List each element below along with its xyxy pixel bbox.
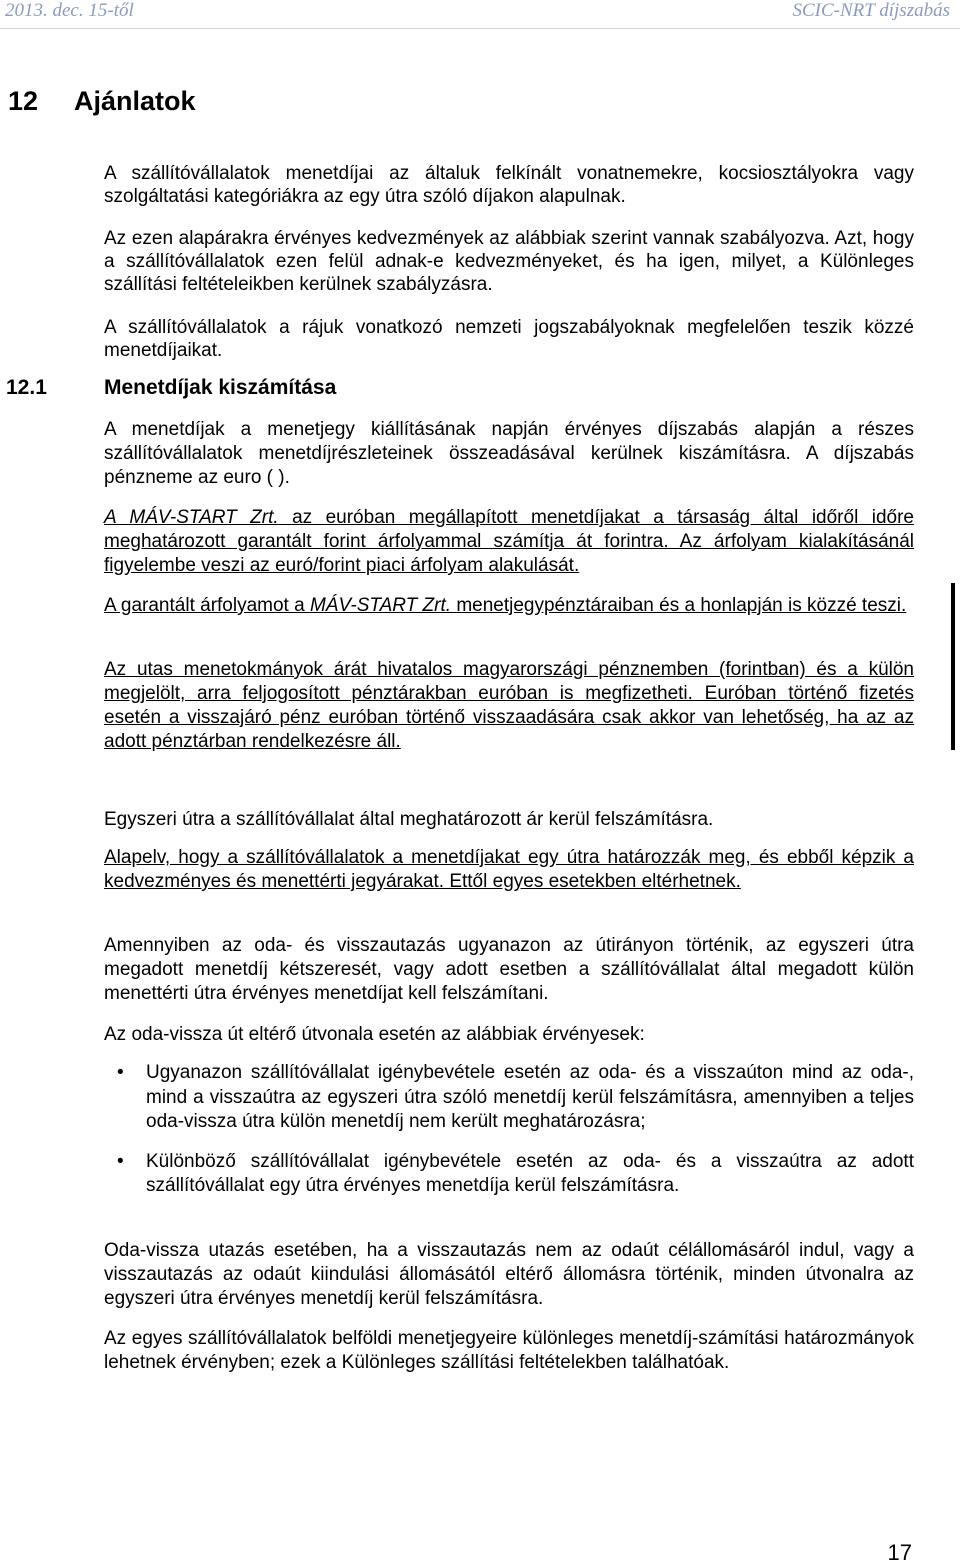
subsection-heading (6, 376, 336, 400)
underlined-text: Az utas menetokmányok árát hivatalos magyarországi pénznemben (forintban) és a külön megjelölt, arra feljogosított pénztárakban euróban is megfizetheti. Euróban történő fizetés esetén a visszajáró pénz euróban történő visszaadására csak akkor van lehetőség, ha az az adott pénztárban rendelkezésre áll. (104, 659, 914, 752)
paragraph-10 (104, 934, 914, 1006)
list-item-text: Különböző szállítóvállalat igénybevétele esetén az oda- és a visszaútra az adott szállítóvállalat egy útra érvényes menetdíja kerül felszámításra. (146, 1150, 914, 1196)
paragraph-text: Az oda-vissza út eltérő útvonala esetén az alábbiak érvényesek: (104, 1024, 645, 1045)
paragraph-text: Egyszeri útra a szállítóvállalat által meghatározott ár kerül felszámításra. (104, 809, 714, 830)
paragraph-12 (104, 1239, 914, 1311)
bullet-icon: • (117, 1150, 124, 1172)
paragraph-11 (104, 1023, 914, 1047)
paragraph-2 (104, 227, 914, 296)
paragraph-text: A menetdíjak a menetjegy kiállításának napján érvényes díjszabás alapján a részes szállítóvállalatok menetdíjrészleteinek összeadásával kerülnek kiszámításra. A díjszabás pénzneme az euro ( ). (104, 419, 914, 488)
paragraph-text: Az egyes szállítóvállalatok belföldi menetjegyeire különleges menetdíj-számítási határozmányok lehetnek érvényben; ezek a Különleges szállítási feltételekben találhatóak. (104, 1328, 914, 1373)
paragraph-text (104, 846, 914, 894)
paragraph-13 (104, 1327, 914, 1375)
header-divider (0, 28, 960, 29)
paragraph-9 (104, 846, 914, 894)
list-item (104, 1061, 914, 1135)
bullet-icon: • (117, 1062, 124, 1083)
company-name: A MÁV-START Zrt. (104, 507, 279, 528)
paragraph-text: A szállítóvállalatok menetdíjai az általuk felkínált vonatnemekre, kocsiosztályokra vagy szolgáltatási kategóriákra az egy útra szóló díjakon alapulnak. (104, 163, 914, 207)
paragraph-text-rest: menetjegypénztáraiban és a honlapján is közzé teszi. (451, 595, 907, 616)
paragraph-7 (104, 658, 914, 754)
paragraph-text: Az ezen alapárakra érvényes kedvezmények az alábbiak szerint vannak szabályozva. Azt, hogy a szállítóvállalatok ezen felül adnak-e kedvezményeket, és ha igen, milyet, a Különleges szállítási feltételeikben kerülnek szabályzásra. (104, 228, 914, 295)
paragraph-text-rest: az euróban megállapított menetdíjakat a társaság által időről időre meghatározott garantált forint árfolyammal számítja át forintra. Az árfolyam kialakításánál figyelembe veszi az euró/forint piaci árfolyam alakulását. (104, 507, 914, 576)
paragraph-6 (104, 594, 914, 618)
paragraph-text (104, 594, 914, 618)
paragraph-5 (104, 506, 914, 578)
paragraph-4 (104, 418, 914, 490)
section-title: Ajánlatok (74, 86, 196, 116)
subsection-title: Menetdíjak kiszámítása (104, 376, 337, 399)
page-number: 17 (887, 1540, 912, 1565)
revision-change-bar (951, 583, 955, 750)
paragraph-text: Amennyiben az oda- és visszautazás ugyanazon az útirányon történik, az egyszeri útra megadott menetdíj kétszeresét, vagy adott esetben a szállítóvállalat által megadott külön menettérti útra érvényes menetdíjat kell felszámítani. (104, 935, 914, 1004)
header-date: 2013. dec. 15-től (5, 0, 134, 21)
bullet-list (104, 1061, 914, 1199)
section-number: 12 (8, 86, 39, 116)
paragraph-3 (104, 316, 914, 362)
list-item (104, 1150, 914, 1199)
paragraph-text (104, 506, 914, 578)
paragraph-8 (104, 808, 914, 832)
paragraph-text: A szállítóvállalatok a rájuk vonatkozó nemzeti jogszabályoknak megfelelően teszik közzé menetdíjaikat. (104, 317, 914, 361)
paragraph-text: Oda-vissza utazás esetében, ha a visszautazás nem az odaút célállomásáról indul, vagy a visszautazás az odaút kiindulási állomásától eltérő állomásra történik, minden útvonalra az egyszeri útra érvényes menetdíj kerül felszámításra. (104, 1240, 914, 1309)
subsection-number: 12.1 (6, 376, 47, 399)
paragraph-1 (104, 162, 914, 208)
header-document-title: SCIC-NRT díjszabás (792, 0, 950, 21)
paragraph-text (104, 658, 914, 754)
section-heading (8, 86, 196, 117)
company-name: MÁV-START Zrt. (309, 595, 452, 616)
list-item-text: Ugyanazon szállítóvállalat igénybevétele esetén az oda- és a visszaúton mind az oda-, mind a visszaútra az egyszeri útra szóló menetdíj kerül felszámításra, amennyiben a teljes oda-vissza útra külön menetdíj nem került meghatározásra; (146, 1062, 914, 1132)
underlined-text: Alapelv, hogy a szállítóvállalatok a menetdíjakat egy útra határozzák meg, és ebből képzik a kedvezményes és menettérti jegyárakat. Ettől egyes esetekben eltérhetnek. (104, 847, 914, 892)
paragraph-text-start: A garantált árfolyamot a (104, 595, 310, 616)
